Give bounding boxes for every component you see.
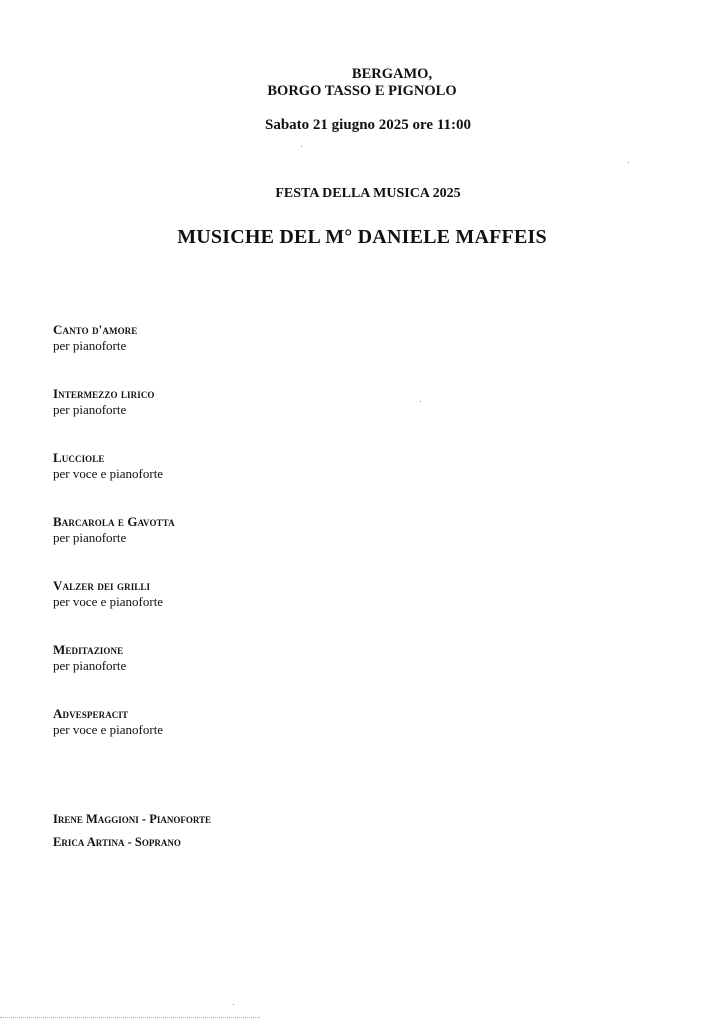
program-item: [53, 449, 553, 513]
venue: [0, 66, 724, 100]
piece-instrumentation: per pianoforte: [53, 338, 127, 353]
program-item: [53, 321, 553, 385]
event-name: FESTA DELLA MUSICA 2025: [275, 186, 461, 201]
piece-title: Canto d'amore: [53, 322, 138, 337]
program-item: [53, 385, 553, 449]
city-line-1: BERGAMO,: [351, 66, 433, 82]
program-item: [53, 513, 553, 577]
piece-title: Intermezzo lirico: [53, 386, 155, 401]
scan-speck: [233, 1004, 234, 1005]
piece-title: Advesperacit: [53, 706, 129, 721]
piece-instrumentation: per voce e pianoforte: [53, 594, 164, 609]
scan-speck: [420, 401, 421, 402]
city-line-2: BORGO TASSO E PIGNOLO: [267, 83, 457, 99]
performer: Erica Artina - Soprano: [53, 835, 181, 849]
piece-title: Barcarola e Gavotta: [53, 514, 175, 529]
program-list: [53, 321, 553, 769]
program-item: [53, 577, 553, 641]
piece-instrumentation: per voce e pianoforte: [53, 466, 164, 481]
program-item: [53, 641, 553, 705]
performer: Irene Maggioni - Pianoforte: [53, 812, 212, 826]
piece-instrumentation: per pianoforte: [53, 402, 127, 417]
program-item: [53, 705, 553, 769]
piece-instrumentation: per voce e pianoforte: [53, 722, 164, 737]
piece-title: Valzer dei grilli: [53, 578, 151, 593]
scan-edge-line: [0, 1017, 260, 1018]
page-title: MUSICHE DEL M° DANIELE MAFFEIS: [177, 226, 547, 248]
piece-instrumentation: per pianoforte: [53, 658, 127, 673]
piece-instrumentation: per pianoforte: [53, 530, 127, 545]
event-date: Sabato 21 giugno 2025 ore 11:00: [265, 117, 471, 133]
piece-title: Lucciole: [53, 450, 105, 465]
piece-title: Meditazione: [53, 642, 124, 657]
scan-speck: [628, 162, 629, 163]
scan-speck: [301, 146, 302, 147]
performers-list: [53, 808, 553, 854]
